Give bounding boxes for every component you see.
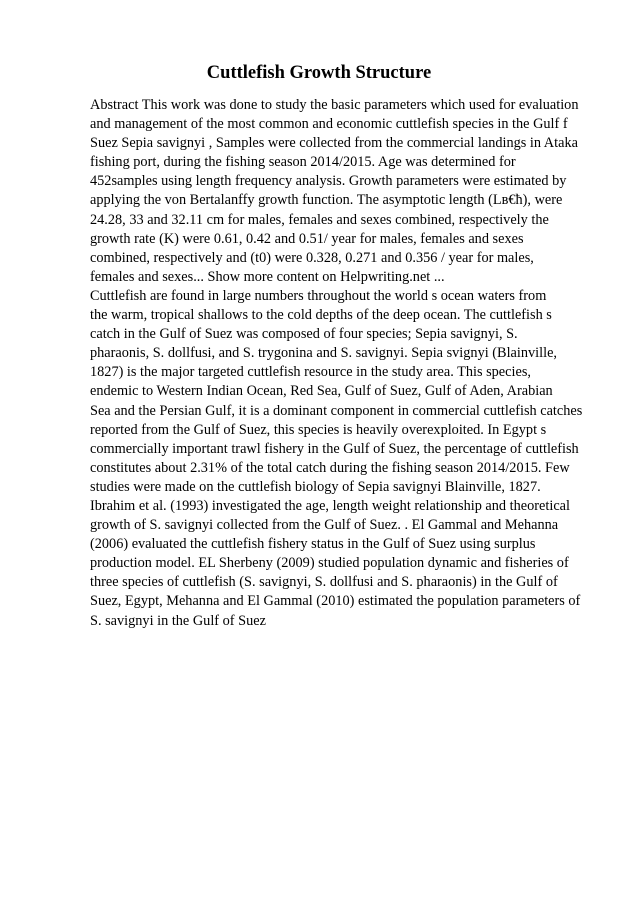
text-line: Cuttlefish are found in large numbers throughout the world s ocean waters from [90, 287, 547, 304]
text-line: Suez, Egypt, Mehanna and El Gammal (2010) estimated the population parameters of [90, 593, 581, 610]
text-line: reported from the Gulf of Suez, this species is heavily overexploited. In Egypt s [90, 421, 547, 438]
text-line: endemic to Western Indian Ocean, Red Sea, Gulf of Suez, Gulf of Aden, Arabian [90, 383, 553, 400]
text-line: catch in the Gulf of Suez was composed of four species; Sepia savignyi, S. [90, 326, 518, 343]
text-line: studies were made on the cuttlefish biology of Sepia savignyi Blainville, 1827. [90, 478, 541, 495]
text-line: production model. EL Sherbeny (2009) studied population dynamic and fisheries of [90, 555, 569, 572]
text-line: females and sexes... Show more content on Helpwriting.net ... [90, 268, 445, 285]
text-line: Sea and the Persian Gulf, it is a dominant component in commercial cuttlefish catches [90, 402, 583, 419]
text-line: 24.28, 33 and 32.11 cm for males, females and sexes combined, respectively the [90, 211, 549, 228]
text-line: S. savignyi in the Gulf of Suez [90, 612, 266, 629]
text-line: 452samples using length frequency analysis. Growth parameters were estimated by [90, 173, 567, 190]
text-line: Abstract This work was done to study the basic parameters which used for evaluation [90, 97, 579, 113]
text-line: (2006) evaluated the cuttlefish fishery status in the Gulf of Suez using surplus [90, 536, 536, 553]
text-line: and management of the most common and economic cuttlefish species in the Gulf f [90, 116, 568, 133]
text-line: three species of cuttlefish (S. savignyi, S. dollfusi and S. pharaonis) in the Gulf of [90, 574, 558, 591]
text-line: commercially important trawl fishery in the Gulf of Suez, the percentage of cuttlefish [90, 440, 579, 457]
text-line: growth of S. savignyi collected from the Gulf of Suez. . El Gammal and Mehanna [90, 517, 559, 534]
text-line: Ibrahim et al. (1993) investigated the age, length weight relationship and theoretical [90, 497, 570, 514]
text-line: combined, respectively and (t0) were 0.328, 0.271 and 0.356 / year for males, [90, 249, 534, 266]
text-line: pharaonis, S. dollfusi, and S. trygonina and S. savignyi. Sepia svignyi (Blainville, [90, 345, 557, 362]
text-line: Suez Sepia savignyi , Samples were collected from the commercial landings in Ataka [90, 135, 578, 152]
text-line: applying the von Bertalanffy growth function. The asymptotic length (Lв€ћ), were [90, 192, 563, 209]
text-line: the warm, tropical shallows to the cold depths of the deep ocean. The cuttlefish s [90, 307, 552, 324]
document-title: Cuttlefish Growth Structure [206, 63, 432, 83]
text-line: 1827) is the major targeted cuttlefish resource in the study area. This species, [90, 364, 531, 381]
text-line: constitutes about 2.31% of the total catch during the fishing season 2014/2015. Few [90, 459, 570, 476]
text-line: fishing port, during the fishing season 2014/2015. Age was determined for [90, 154, 516, 171]
document-body [90, 96, 590, 631]
text-line: growth rate (K) were 0.61, 0.42 and 0.51/ year for males, females and sexes [90, 230, 524, 247]
